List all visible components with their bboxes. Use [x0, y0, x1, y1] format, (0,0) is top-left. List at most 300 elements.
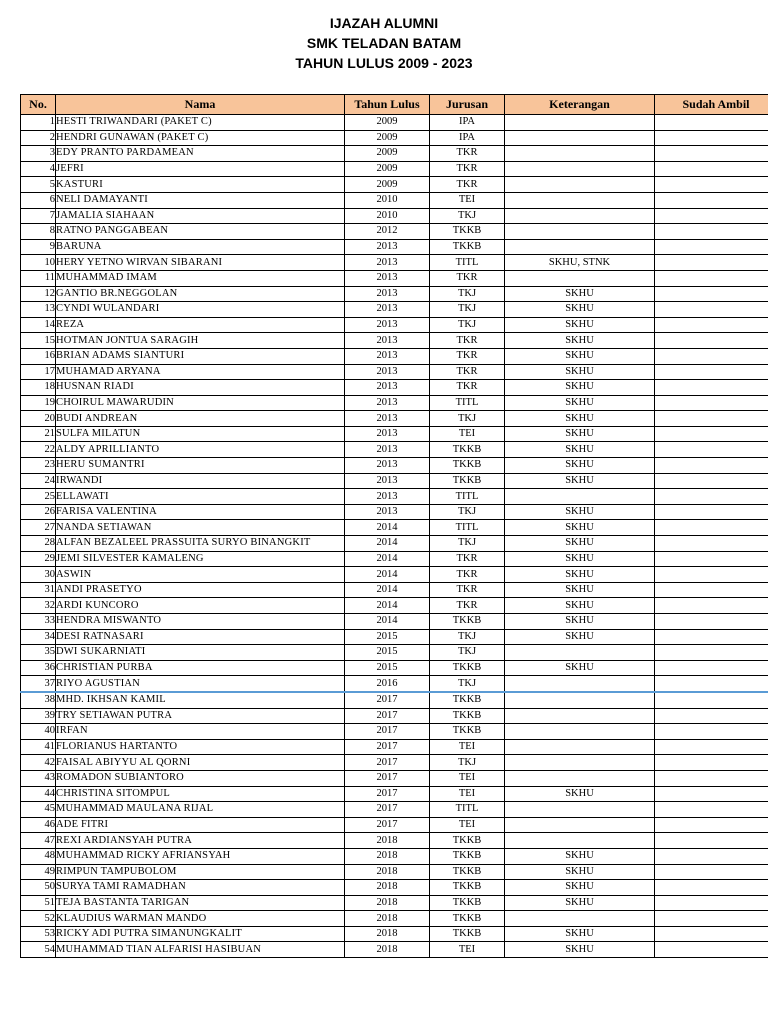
row-number-cell[interactable]: 26	[21, 504, 56, 520]
note-cell[interactable]: SKHU	[505, 567, 655, 583]
graduation-year-cell[interactable]: 2009	[345, 161, 430, 177]
major-cell[interactable]: TKR	[430, 333, 505, 349]
student-name-cell[interactable]: BRIAN ADAMS SIANTURI	[56, 348, 345, 364]
note-cell[interactable]: SKHU	[505, 286, 655, 302]
row-number-cell[interactable]: 27	[21, 520, 56, 536]
graduation-year-cell[interactable]: 2014	[345, 614, 430, 630]
major-cell[interactable]: TEI	[430, 192, 505, 208]
graduation-year-cell[interactable]: 2013	[345, 489, 430, 505]
major-cell[interactable]: TITL	[430, 489, 505, 505]
row-number-cell[interactable]: 5	[21, 177, 56, 193]
collected-status-cell[interactable]	[655, 614, 768, 630]
collected-status-cell[interactable]	[655, 755, 768, 771]
column-header-year[interactable]: Tahun Lulus	[345, 95, 430, 115]
student-name-cell[interactable]: MUHAMMAD MAULANA RIJAL	[56, 802, 345, 818]
student-name-cell[interactable]: HERU SUMANTRI	[56, 458, 345, 474]
major-cell[interactable]: TKR	[430, 582, 505, 598]
row-number-cell[interactable]: 1	[21, 115, 56, 131]
major-cell[interactable]: TKR	[430, 380, 505, 396]
student-name-cell[interactable]: HERY YETNO WIRVAN SIBARANI	[56, 255, 345, 271]
student-name-cell[interactable]: CHOIRUL MAWARUDIN	[56, 395, 345, 411]
row-number-cell[interactable]: 33	[21, 614, 56, 630]
major-cell[interactable]: TEI	[430, 426, 505, 442]
major-cell[interactable]: TKKB	[430, 660, 505, 676]
collected-status-cell[interactable]	[655, 536, 768, 552]
collected-status-cell[interactable]	[655, 208, 768, 224]
note-cell[interactable]: SKHU, STNK	[505, 255, 655, 271]
note-cell[interactable]: SKHU	[505, 629, 655, 645]
graduation-year-cell[interactable]: 2017	[345, 739, 430, 755]
student-name-cell[interactable]: EDY PRANTO PARDAMEAN	[56, 146, 345, 162]
graduation-year-cell[interactable]: 2013	[345, 442, 430, 458]
student-name-cell[interactable]: HESTI TRIWANDARI (PAKET C)	[56, 115, 345, 131]
note-cell[interactable]	[505, 755, 655, 771]
collected-status-cell[interactable]	[655, 442, 768, 458]
note-cell[interactable]: SKHU	[505, 848, 655, 864]
graduation-year-cell[interactable]: 2014	[345, 598, 430, 614]
student-name-cell[interactable]: CYNDI WULANDARI	[56, 302, 345, 318]
major-cell[interactable]: TKJ	[430, 317, 505, 333]
collected-status-cell[interactable]	[655, 942, 768, 958]
graduation-year-cell[interactable]: 2017	[345, 770, 430, 786]
major-cell[interactable]: TKKB	[430, 848, 505, 864]
major-cell[interactable]: TKJ	[430, 302, 505, 318]
student-name-cell[interactable]: JEMI SILVESTER KAMALENG	[56, 551, 345, 567]
collected-status-cell[interactable]	[655, 333, 768, 349]
graduation-year-cell[interactable]: 2013	[345, 395, 430, 411]
collected-status-cell[interactable]	[655, 880, 768, 896]
collected-status-cell[interactable]	[655, 395, 768, 411]
major-cell[interactable]: TITL	[430, 395, 505, 411]
major-cell[interactable]: TKJ	[430, 676, 505, 692]
note-cell[interactable]	[505, 739, 655, 755]
row-number-cell[interactable]: 25	[21, 489, 56, 505]
note-cell[interactable]: SKHU	[505, 458, 655, 474]
note-cell[interactable]: SKHU	[505, 582, 655, 598]
student-name-cell[interactable]: FLORIANUS HARTANTO	[56, 739, 345, 755]
graduation-year-cell[interactable]: 2009	[345, 130, 430, 146]
row-number-cell[interactable]: 51	[21, 895, 56, 911]
row-number-cell[interactable]: 43	[21, 770, 56, 786]
collected-status-cell[interactable]	[655, 224, 768, 240]
graduation-year-cell[interactable]: 2016	[345, 676, 430, 692]
major-cell[interactable]: TKR	[430, 146, 505, 162]
student-name-cell[interactable]: JAMALIA SIAHAAN	[56, 208, 345, 224]
student-name-cell[interactable]: ASWIN	[56, 567, 345, 583]
graduation-year-cell[interactable]: 2018	[345, 848, 430, 864]
note-cell[interactable]	[505, 192, 655, 208]
row-number-cell[interactable]: 11	[21, 270, 56, 286]
graduation-year-cell[interactable]: 2018	[345, 942, 430, 958]
graduation-year-cell[interactable]: 2009	[345, 115, 430, 131]
student-name-cell[interactable]: IRFAN	[56, 724, 345, 740]
graduation-year-cell[interactable]: 2013	[345, 317, 430, 333]
collected-status-cell[interactable]	[655, 348, 768, 364]
student-name-cell[interactable]: HENDRI GUNAWAN (PAKET C)	[56, 130, 345, 146]
collected-status-cell[interactable]	[655, 130, 768, 146]
collected-status-cell[interactable]	[655, 724, 768, 740]
note-cell[interactable]	[505, 489, 655, 505]
graduation-year-cell[interactable]: 2009	[345, 177, 430, 193]
graduation-year-cell[interactable]: 2013	[345, 286, 430, 302]
note-cell[interactable]	[505, 770, 655, 786]
graduation-year-cell[interactable]: 2013	[345, 458, 430, 474]
row-number-cell[interactable]: 8	[21, 224, 56, 240]
note-cell[interactable]: SKHU	[505, 348, 655, 364]
column-header-collected[interactable]: Sudah Ambil	[655, 95, 768, 115]
row-number-cell[interactable]: 14	[21, 317, 56, 333]
collected-status-cell[interactable]	[655, 817, 768, 833]
row-number-cell[interactable]: 7	[21, 208, 56, 224]
row-number-cell[interactable]: 9	[21, 239, 56, 255]
collected-status-cell[interactable]	[655, 895, 768, 911]
major-cell[interactable]: TKJ	[430, 504, 505, 520]
student-name-cell[interactable]: TEJA BASTANTA TARIGAN	[56, 895, 345, 911]
student-name-cell[interactable]: NELI DAMAYANTI	[56, 192, 345, 208]
collected-status-cell[interactable]	[655, 567, 768, 583]
major-cell[interactable]: TITL	[430, 255, 505, 271]
collected-status-cell[interactable]	[655, 302, 768, 318]
graduation-year-cell[interactable]: 2013	[345, 239, 430, 255]
row-number-cell[interactable]: 31	[21, 582, 56, 598]
student-name-cell[interactable]: SULFA MILATUN	[56, 426, 345, 442]
collected-status-cell[interactable]	[655, 161, 768, 177]
collected-status-cell[interactable]	[655, 239, 768, 255]
collected-status-cell[interactable]	[655, 489, 768, 505]
row-number-cell[interactable]: 45	[21, 802, 56, 818]
note-cell[interactable]	[505, 692, 655, 708]
note-cell[interactable]: SKHU	[505, 411, 655, 427]
row-number-cell[interactable]: 44	[21, 786, 56, 802]
row-number-cell[interactable]: 46	[21, 817, 56, 833]
row-number-cell[interactable]: 6	[21, 192, 56, 208]
major-cell[interactable]: TKKB	[430, 458, 505, 474]
major-cell[interactable]: TKKB	[430, 473, 505, 489]
graduation-year-cell[interactable]: 2014	[345, 551, 430, 567]
student-name-cell[interactable]: KASTURI	[56, 177, 345, 193]
note-cell[interactable]: SKHU	[505, 551, 655, 567]
graduation-year-cell[interactable]: 2010	[345, 192, 430, 208]
major-cell[interactable]: TKJ	[430, 286, 505, 302]
major-cell[interactable]: TKJ	[430, 645, 505, 661]
graduation-year-cell[interactable]: 2013	[345, 426, 430, 442]
row-number-cell[interactable]: 28	[21, 536, 56, 552]
graduation-year-cell[interactable]: 2017	[345, 724, 430, 740]
collected-status-cell[interactable]	[655, 926, 768, 942]
major-cell[interactable]: TKJ	[430, 755, 505, 771]
major-cell[interactable]: TKR	[430, 348, 505, 364]
row-number-cell[interactable]: 4	[21, 161, 56, 177]
row-number-cell[interactable]: 49	[21, 864, 56, 880]
graduation-year-cell[interactable]: 2014	[345, 582, 430, 598]
major-cell[interactable]: TEI	[430, 739, 505, 755]
major-cell[interactable]: TKKB	[430, 708, 505, 724]
collected-status-cell[interactable]	[655, 380, 768, 396]
major-cell[interactable]: TKKB	[430, 692, 505, 708]
major-cell[interactable]: TKJ	[430, 411, 505, 427]
major-cell[interactable]: TEI	[430, 770, 505, 786]
row-number-cell[interactable]: 19	[21, 395, 56, 411]
note-cell[interactable]: SKHU	[505, 333, 655, 349]
row-number-cell[interactable]: 3	[21, 146, 56, 162]
row-number-cell[interactable]: 34	[21, 629, 56, 645]
student-name-cell[interactable]: IRWANDI	[56, 473, 345, 489]
collected-status-cell[interactable]	[655, 192, 768, 208]
major-cell[interactable]: TKKB	[430, 911, 505, 927]
student-name-cell[interactable]: HUSNAN RIADI	[56, 380, 345, 396]
note-cell[interactable]: SKHU	[505, 317, 655, 333]
column-header-name[interactable]: Nama	[56, 95, 345, 115]
major-cell[interactable]: TKKB	[430, 224, 505, 240]
major-cell[interactable]: TKKB	[430, 724, 505, 740]
note-cell[interactable]	[505, 802, 655, 818]
student-name-cell[interactable]: FARISA VALENTINA	[56, 504, 345, 520]
graduation-year-cell[interactable]: 2012	[345, 224, 430, 240]
collected-status-cell[interactable]	[655, 255, 768, 271]
note-cell[interactable]: SKHU	[505, 660, 655, 676]
note-cell[interactable]	[505, 708, 655, 724]
note-cell[interactable]: SKHU	[505, 880, 655, 896]
student-name-cell[interactable]: RICKY ADI PUTRA SIMANUNGKALIT	[56, 926, 345, 942]
collected-status-cell[interactable]	[655, 115, 768, 131]
note-cell[interactable]: SKHU	[505, 864, 655, 880]
row-number-cell[interactable]: 47	[21, 833, 56, 849]
major-cell[interactable]: TKR	[430, 598, 505, 614]
student-name-cell[interactable]: BARUNA	[56, 239, 345, 255]
row-number-cell[interactable]: 16	[21, 348, 56, 364]
row-number-cell[interactable]: 48	[21, 848, 56, 864]
student-name-cell[interactable]: NANDA SETIAWAN	[56, 520, 345, 536]
collected-status-cell[interactable]	[655, 864, 768, 880]
graduation-year-cell[interactable]: 2018	[345, 911, 430, 927]
row-number-cell[interactable]: 52	[21, 911, 56, 927]
student-name-cell[interactable]: MUHAMMAD RICKY AFRIANSYAH	[56, 848, 345, 864]
row-number-cell[interactable]: 17	[21, 364, 56, 380]
student-name-cell[interactable]: DESI RATNASARI	[56, 629, 345, 645]
major-cell[interactable]: IPA	[430, 130, 505, 146]
graduation-year-cell[interactable]: 2010	[345, 208, 430, 224]
graduation-year-cell[interactable]: 2017	[345, 755, 430, 771]
graduation-year-cell[interactable]: 2013	[345, 380, 430, 396]
student-name-cell[interactable]: KLAUDIUS WARMAN MANDO	[56, 911, 345, 927]
student-name-cell[interactable]: ANDI PRASETYO	[56, 582, 345, 598]
student-name-cell[interactable]: MUHAMAD ARYANA	[56, 364, 345, 380]
row-number-cell[interactable]: 36	[21, 660, 56, 676]
collected-status-cell[interactable]	[655, 473, 768, 489]
note-cell[interactable]: SKHU	[505, 426, 655, 442]
note-cell[interactable]: SKHU	[505, 473, 655, 489]
note-cell[interactable]	[505, 676, 655, 692]
note-cell[interactable]: SKHU	[505, 926, 655, 942]
major-cell[interactable]: TEI	[430, 817, 505, 833]
collected-status-cell[interactable]	[655, 286, 768, 302]
note-cell[interactable]: SKHU	[505, 380, 655, 396]
note-cell[interactable]	[505, 724, 655, 740]
row-number-cell[interactable]: 32	[21, 598, 56, 614]
row-number-cell[interactable]: 22	[21, 442, 56, 458]
row-number-cell[interactable]: 37	[21, 676, 56, 692]
note-cell[interactable]: SKHU	[505, 536, 655, 552]
collected-status-cell[interactable]	[655, 770, 768, 786]
collected-status-cell[interactable]	[655, 582, 768, 598]
student-name-cell[interactable]: SURYA TAMI RAMADHAN	[56, 880, 345, 896]
major-cell[interactable]: TKKB	[430, 442, 505, 458]
note-cell[interactable]: SKHU	[505, 786, 655, 802]
major-cell[interactable]: TKR	[430, 270, 505, 286]
collected-status-cell[interactable]	[655, 177, 768, 193]
student-name-cell[interactable]: DWI SUKARNIATI	[56, 645, 345, 661]
collected-status-cell[interactable]	[655, 786, 768, 802]
column-header-major[interactable]: Jurusan	[430, 95, 505, 115]
row-number-cell[interactable]: 30	[21, 567, 56, 583]
collected-status-cell[interactable]	[655, 802, 768, 818]
student-name-cell[interactable]: ALFAN BEZALEEL PRASSUITA SURYO BINANGKIT	[56, 536, 345, 552]
note-cell[interactable]: SKHU	[505, 598, 655, 614]
major-cell[interactable]: TEI	[430, 786, 505, 802]
graduation-year-cell[interactable]: 2018	[345, 895, 430, 911]
student-name-cell[interactable]: RIMPUN TAMPUBOLOM	[56, 864, 345, 880]
graduation-year-cell[interactable]: 2013	[345, 270, 430, 286]
note-cell[interactable]	[505, 115, 655, 131]
collected-status-cell[interactable]	[655, 270, 768, 286]
student-name-cell[interactable]: MUHAMMAD TIAN ALFARISI HASIBUAN	[56, 942, 345, 958]
row-number-cell[interactable]: 41	[21, 739, 56, 755]
graduation-year-cell[interactable]: 2013	[345, 333, 430, 349]
row-number-cell[interactable]: 18	[21, 380, 56, 396]
student-name-cell[interactable]: TRY SETIAWAN PUTRA	[56, 708, 345, 724]
row-number-cell[interactable]: 54	[21, 942, 56, 958]
graduation-year-cell[interactable]: 2017	[345, 802, 430, 818]
major-cell[interactable]: TKJ	[430, 629, 505, 645]
row-number-cell[interactable]: 23	[21, 458, 56, 474]
row-number-cell[interactable]: 35	[21, 645, 56, 661]
row-number-cell[interactable]: 2	[21, 130, 56, 146]
major-cell[interactable]: TKR	[430, 177, 505, 193]
note-cell[interactable]	[505, 224, 655, 240]
collected-status-cell[interactable]	[655, 911, 768, 927]
student-name-cell[interactable]: FAISAL ABIYYU AL QORNI	[56, 755, 345, 771]
note-cell[interactable]: SKHU	[505, 895, 655, 911]
major-cell[interactable]: TKKB	[430, 864, 505, 880]
note-cell[interactable]	[505, 817, 655, 833]
graduation-year-cell[interactable]: 2013	[345, 411, 430, 427]
row-number-cell[interactable]: 12	[21, 286, 56, 302]
student-name-cell[interactable]: ADE FITRI	[56, 817, 345, 833]
row-number-cell[interactable]: 42	[21, 755, 56, 771]
collected-status-cell[interactable]	[655, 645, 768, 661]
student-name-cell[interactable]: MHD. IKHSAN KAMIL	[56, 692, 345, 708]
row-number-cell[interactable]: 50	[21, 880, 56, 896]
graduation-year-cell[interactable]: 2018	[345, 926, 430, 942]
student-name-cell[interactable]: ROMADON SUBIANTORO	[56, 770, 345, 786]
row-number-cell[interactable]: 24	[21, 473, 56, 489]
graduation-year-cell[interactable]: 2013	[345, 473, 430, 489]
collected-status-cell[interactable]	[655, 598, 768, 614]
row-number-cell[interactable]: 29	[21, 551, 56, 567]
note-cell[interactable]	[505, 130, 655, 146]
major-cell[interactable]: TKR	[430, 567, 505, 583]
collected-status-cell[interactable]	[655, 629, 768, 645]
graduation-year-cell[interactable]: 2015	[345, 629, 430, 645]
row-number-cell[interactable]: 38	[21, 692, 56, 708]
note-cell[interactable]	[505, 270, 655, 286]
student-name-cell[interactable]: GANTIO BR.NEGGOLAN	[56, 286, 345, 302]
collected-status-cell[interactable]	[655, 520, 768, 536]
graduation-year-cell[interactable]: 2015	[345, 645, 430, 661]
graduation-year-cell[interactable]: 2009	[345, 146, 430, 162]
graduation-year-cell[interactable]: 2013	[345, 348, 430, 364]
note-cell[interactable]	[505, 911, 655, 927]
graduation-year-cell[interactable]: 2018	[345, 864, 430, 880]
student-name-cell[interactable]: CHRISTINA SITOMPUL	[56, 786, 345, 802]
note-cell[interactable]: SKHU	[505, 302, 655, 318]
major-cell[interactable]: TKJ	[430, 208, 505, 224]
note-cell[interactable]	[505, 146, 655, 162]
collected-status-cell[interactable]	[655, 848, 768, 864]
note-cell[interactable]: SKHU	[505, 504, 655, 520]
graduation-year-cell[interactable]: 2017	[345, 786, 430, 802]
collected-status-cell[interactable]	[655, 833, 768, 849]
student-name-cell[interactable]: REXI ARDIANSYAH PUTRA	[56, 833, 345, 849]
row-number-cell[interactable]: 20	[21, 411, 56, 427]
collected-status-cell[interactable]	[655, 146, 768, 162]
collected-status-cell[interactable]	[655, 708, 768, 724]
collected-status-cell[interactable]	[655, 660, 768, 676]
note-cell[interactable]: SKHU	[505, 942, 655, 958]
major-cell[interactable]: TKKB	[430, 895, 505, 911]
major-cell[interactable]: TITL	[430, 520, 505, 536]
note-cell[interactable]	[505, 177, 655, 193]
major-cell[interactable]: TITL	[430, 802, 505, 818]
student-name-cell[interactable]: HOTMAN JONTUA SARAGIH	[56, 333, 345, 349]
major-cell[interactable]: TKKB	[430, 880, 505, 896]
column-header-no[interactable]: No.	[21, 95, 56, 115]
student-name-cell[interactable]: RIYO AGUSTIAN	[56, 676, 345, 692]
graduation-year-cell[interactable]: 2017	[345, 692, 430, 708]
note-cell[interactable]: SKHU	[505, 442, 655, 458]
student-name-cell[interactable]: ARDI KUNCORO	[56, 598, 345, 614]
note-cell[interactable]	[505, 833, 655, 849]
collected-status-cell[interactable]	[655, 504, 768, 520]
graduation-year-cell[interactable]: 2013	[345, 364, 430, 380]
major-cell[interactable]: TKKB	[430, 239, 505, 255]
collected-status-cell[interactable]	[655, 676, 768, 692]
student-name-cell[interactable]: MUHAMMAD IMAM	[56, 270, 345, 286]
graduation-year-cell[interactable]: 2014	[345, 567, 430, 583]
graduation-year-cell[interactable]: 2014	[345, 536, 430, 552]
collected-status-cell[interactable]	[655, 739, 768, 755]
student-name-cell[interactable]: ALDY APRILLIANTO	[56, 442, 345, 458]
student-name-cell[interactable]: HENDRA MISWANTO	[56, 614, 345, 630]
student-name-cell[interactable]: RATNO PANGGABEAN	[56, 224, 345, 240]
major-cell[interactable]: TKR	[430, 364, 505, 380]
student-name-cell[interactable]: REZA	[56, 317, 345, 333]
graduation-year-cell[interactable]: 2017	[345, 817, 430, 833]
major-cell[interactable]: TKKB	[430, 614, 505, 630]
row-number-cell[interactable]: 39	[21, 708, 56, 724]
collected-status-cell[interactable]	[655, 317, 768, 333]
graduation-year-cell[interactable]: 2013	[345, 302, 430, 318]
note-cell[interactable]	[505, 208, 655, 224]
graduation-year-cell[interactable]: 2015	[345, 660, 430, 676]
student-name-cell[interactable]: JEFRI	[56, 161, 345, 177]
row-number-cell[interactable]: 21	[21, 426, 56, 442]
collected-status-cell[interactable]	[655, 364, 768, 380]
collected-status-cell[interactable]	[655, 426, 768, 442]
note-cell[interactable]	[505, 645, 655, 661]
collected-status-cell[interactable]	[655, 458, 768, 474]
major-cell[interactable]: TKKB	[430, 926, 505, 942]
